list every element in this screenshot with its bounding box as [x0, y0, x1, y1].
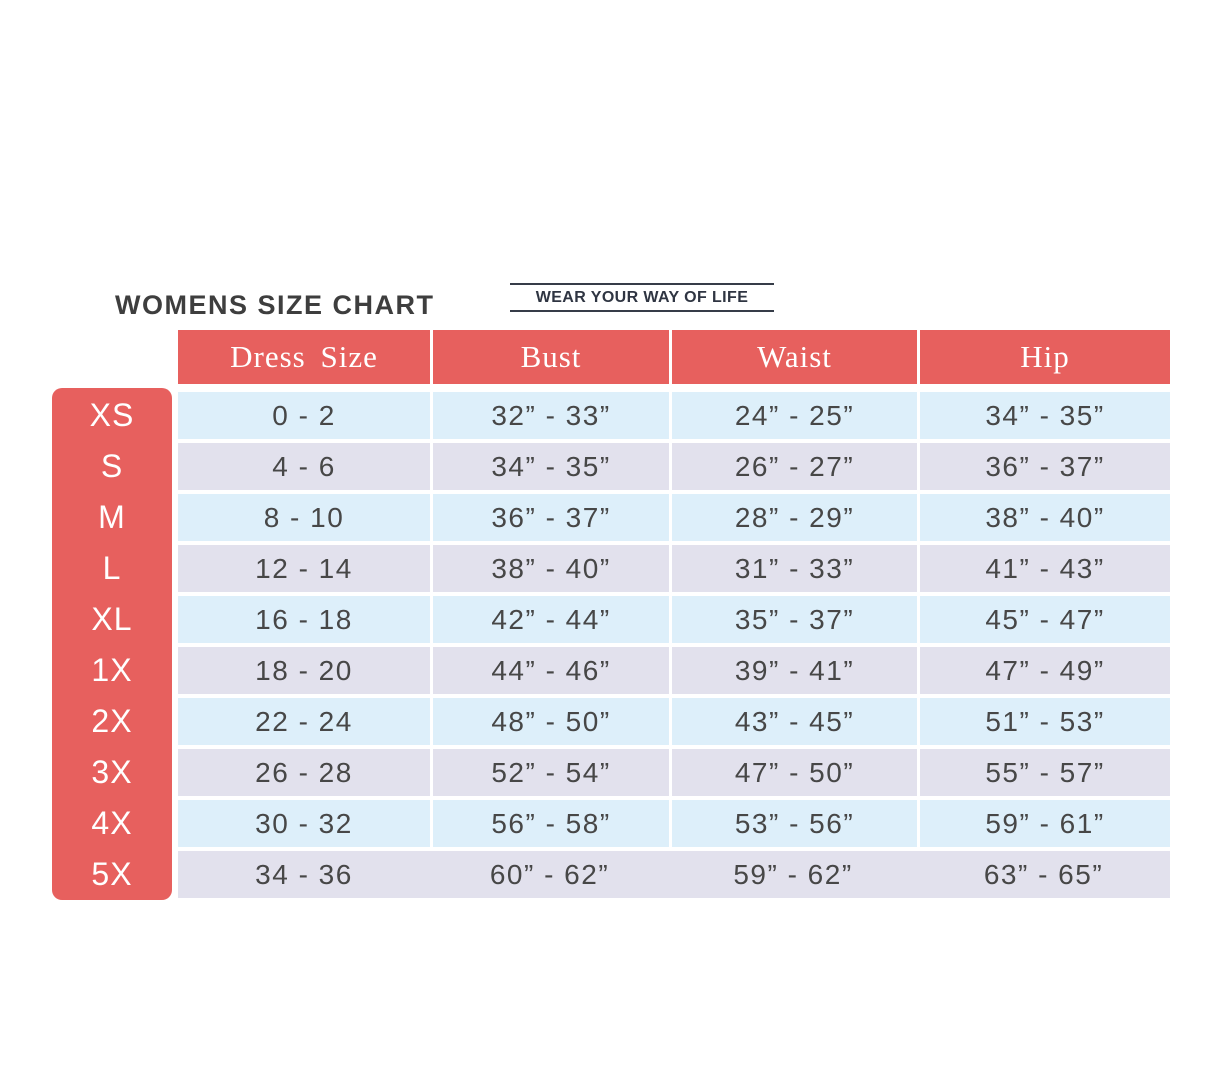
size-label-s: S	[100, 448, 124, 484]
size-label-l: L	[102, 550, 122, 586]
cell-xs-dress-size: 0 - 2	[272, 399, 336, 431]
cell-1x-dress-size: 18 - 20	[255, 654, 353, 686]
cell-5x-hip: 63” - 65”	[983, 858, 1104, 890]
cell-5x-bust: 60” - 62”	[489, 858, 610, 890]
cell-m-dress-size: 8 - 10	[263, 501, 345, 533]
size-label-5x: 5X	[91, 856, 133, 892]
column-header-hip: Hip	[917, 330, 1170, 384]
cell-m-bust: 36” - 37”	[430, 494, 669, 541]
table-header	[178, 330, 1170, 384]
size-label-sidebar	[52, 388, 172, 900]
column-header-bust: Bust	[430, 330, 669, 384]
cell-1x-bust: 44” - 46”	[430, 647, 669, 694]
size-label-xl: XL	[91, 601, 133, 637]
table-row-4x	[178, 800, 1170, 847]
cell-s-hip: 36” - 37”	[917, 443, 1170, 490]
cell-xl-bust: 42” - 44”	[430, 596, 669, 643]
cell-s-waist: 26” - 27”	[669, 443, 917, 490]
cell-m-hip: 38” - 40”	[917, 494, 1170, 541]
size-label-2x: 2X	[91, 703, 133, 739]
column-header-dress-size: Dress Size	[230, 339, 378, 374]
table-row-5x	[178, 851, 1170, 898]
cell-xl-hip: 45” - 47”	[917, 596, 1170, 643]
table-body	[178, 392, 1170, 898]
cell-5x-dress-size: 34 - 36	[255, 858, 353, 890]
size-label-1x: 1X	[91, 652, 133, 688]
table-row-xl	[178, 596, 1170, 643]
size-label-4x: 4X	[91, 805, 133, 841]
cell-2x-waist: 43” - 45”	[669, 698, 917, 745]
cell-3x-bust: 52” - 54”	[430, 749, 669, 796]
cell-2x-bust: 48” - 50”	[430, 698, 669, 745]
page-title: WOMENS SIZE CHART	[115, 290, 435, 320]
cell-4x-hip: 59” - 61”	[917, 800, 1170, 847]
table-row-1x	[178, 647, 1170, 694]
cell-xs-waist: 24” - 25”	[669, 392, 917, 439]
cell-4x-dress-size: 30 - 32	[255, 807, 353, 839]
cell-s-dress-size: 4 - 6	[272, 450, 336, 482]
cell-l-hip: 41” - 43”	[917, 545, 1170, 592]
size-label-3x: 3X	[91, 754, 133, 790]
cell-2x-hip: 51” - 53”	[917, 698, 1170, 745]
table-row-3x	[178, 749, 1170, 796]
brand-tagline: WEAR YOUR WAY OF LIFE	[510, 283, 774, 312]
cell-s-bust: 34” - 35”	[430, 443, 669, 490]
cell-4x-bust: 56” - 58”	[430, 800, 669, 847]
cell-xl-waist: 35” - 37”	[669, 596, 917, 643]
cell-xs-bust: 32” - 33”	[430, 392, 669, 439]
cell-3x-hip: 55” - 57”	[917, 749, 1170, 796]
cell-5x-waist: 59” - 62”	[733, 858, 853, 890]
cell-l-waist: 31” - 33”	[669, 545, 917, 592]
cell-1x-hip: 47” - 49”	[917, 647, 1170, 694]
table-row-l	[178, 545, 1170, 592]
cell-3x-dress-size: 26 - 28	[255, 756, 353, 788]
table-row-xs	[178, 392, 1170, 439]
table-row-m	[178, 494, 1170, 541]
table-row-s	[178, 443, 1170, 490]
cell-3x-waist: 47” - 50”	[669, 749, 917, 796]
table-row-2x	[178, 698, 1170, 745]
cell-l-bust: 38” - 40”	[430, 545, 669, 592]
cell-xs-hip: 34” - 35”	[917, 392, 1170, 439]
cell-1x-waist: 39” - 41”	[669, 647, 917, 694]
cell-2x-dress-size: 22 - 24	[255, 705, 353, 737]
cell-l-dress-size: 12 - 14	[255, 552, 353, 584]
size-label-m: M	[98, 499, 126, 535]
size-label-xs: XS	[89, 397, 135, 433]
cell-m-waist: 28” - 29”	[669, 494, 917, 541]
cell-xl-dress-size: 16 - 18	[255, 603, 353, 635]
cell-4x-waist: 53” - 56”	[669, 800, 917, 847]
column-header-waist: Waist	[669, 330, 917, 384]
